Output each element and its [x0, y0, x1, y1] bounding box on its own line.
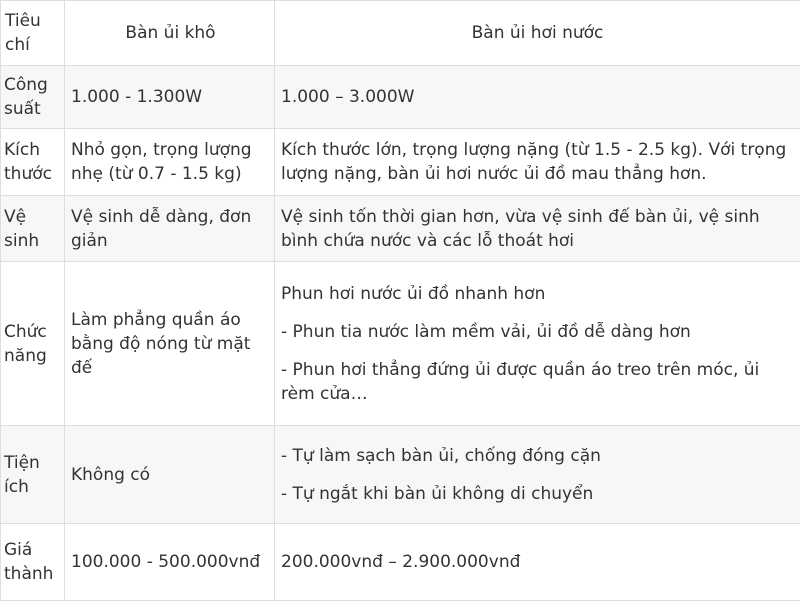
dry-iron-cell [65, 129, 275, 196]
table-row [1, 66, 800, 129]
criterion-cell: Giá thành [1, 524, 65, 601]
table-row [1, 196, 800, 262]
header-dry-iron: Bàn ủi khô [65, 1, 275, 66]
cell-text: Nhỏ gọn, trọng lượng nhẹ (từ 0.7 - 1.5 kg) [71, 138, 270, 186]
cell-text: Vệ sinh tốn thời gian hơn, vừa vệ sinh đế bàn ủi, vệ sinh bình chứa nước và các lỗ thoát hơi [281, 205, 794, 253]
cell-text: - Tự ngắt khi bàn ủi không di chuyển [281, 482, 794, 506]
cell-text: Vệ sinh dễ dàng, đơn giản [71, 205, 270, 253]
steam-iron-cell [275, 426, 800, 524]
steam-iron-cell [275, 66, 800, 129]
cell-text: Không có [71, 463, 270, 487]
cell-text: Phun hơi nước ủi đồ nhanh hơn [281, 282, 794, 306]
cell-text: Làm phẳng quần áo bằng độ nóng từ mặt đế [71, 308, 270, 380]
cell-text: Kích thước lớn, trọng lượng nặng (từ 1.5 - 2.5 kg). Với trọng lượng nặng, bàn ủi hơi nước ủi đồ mau thẳng hơn. [281, 138, 794, 186]
steam-iron-cell [275, 129, 800, 196]
table-row [1, 129, 800, 196]
criterion-cell: Công suất [1, 66, 65, 129]
cell-text: 1.000 - 1.300W [71, 85, 270, 109]
criterion-cell: Kích thước [1, 129, 65, 196]
steam-iron-cell [275, 196, 800, 262]
cell-text: 100.000 - 500.000vnđ [71, 550, 270, 574]
table-row [1, 262, 800, 426]
dry-iron-cell [65, 262, 275, 426]
table-row [1, 426, 800, 524]
dry-iron-cell [65, 66, 275, 129]
steam-iron-cell [275, 524, 800, 601]
criterion-cell: Vệ sinh [1, 196, 65, 262]
criterion-cell: Chức năng [1, 262, 65, 426]
cell-text: - Phun tia nước làm mềm vải, ủi đồ dễ dàng hơn [281, 320, 794, 344]
criterion-cell: Tiện ích [1, 426, 65, 524]
dry-iron-cell [65, 524, 275, 601]
dry-iron-cell [65, 196, 275, 262]
cell-text: - Phun hơi thẳng đứng ủi được quần áo treo trên móc, ủi rèm cửa… [281, 358, 794, 406]
cell-text: - Tự làm sạch bàn ủi, chống đóng cặn [281, 444, 794, 468]
table-row [1, 524, 800, 601]
steam-iron-cell [275, 262, 800, 426]
dry-iron-cell [65, 426, 275, 524]
header-criterion: Tiêu chí [1, 1, 65, 66]
cell-text: 1.000 – 3.000W [281, 85, 794, 109]
cell-text: 200.000vnđ – 2.900.000vnđ [281, 550, 794, 574]
header-steam-iron: Bàn ủi hơi nước [275, 1, 800, 66]
header-row [1, 1, 800, 66]
